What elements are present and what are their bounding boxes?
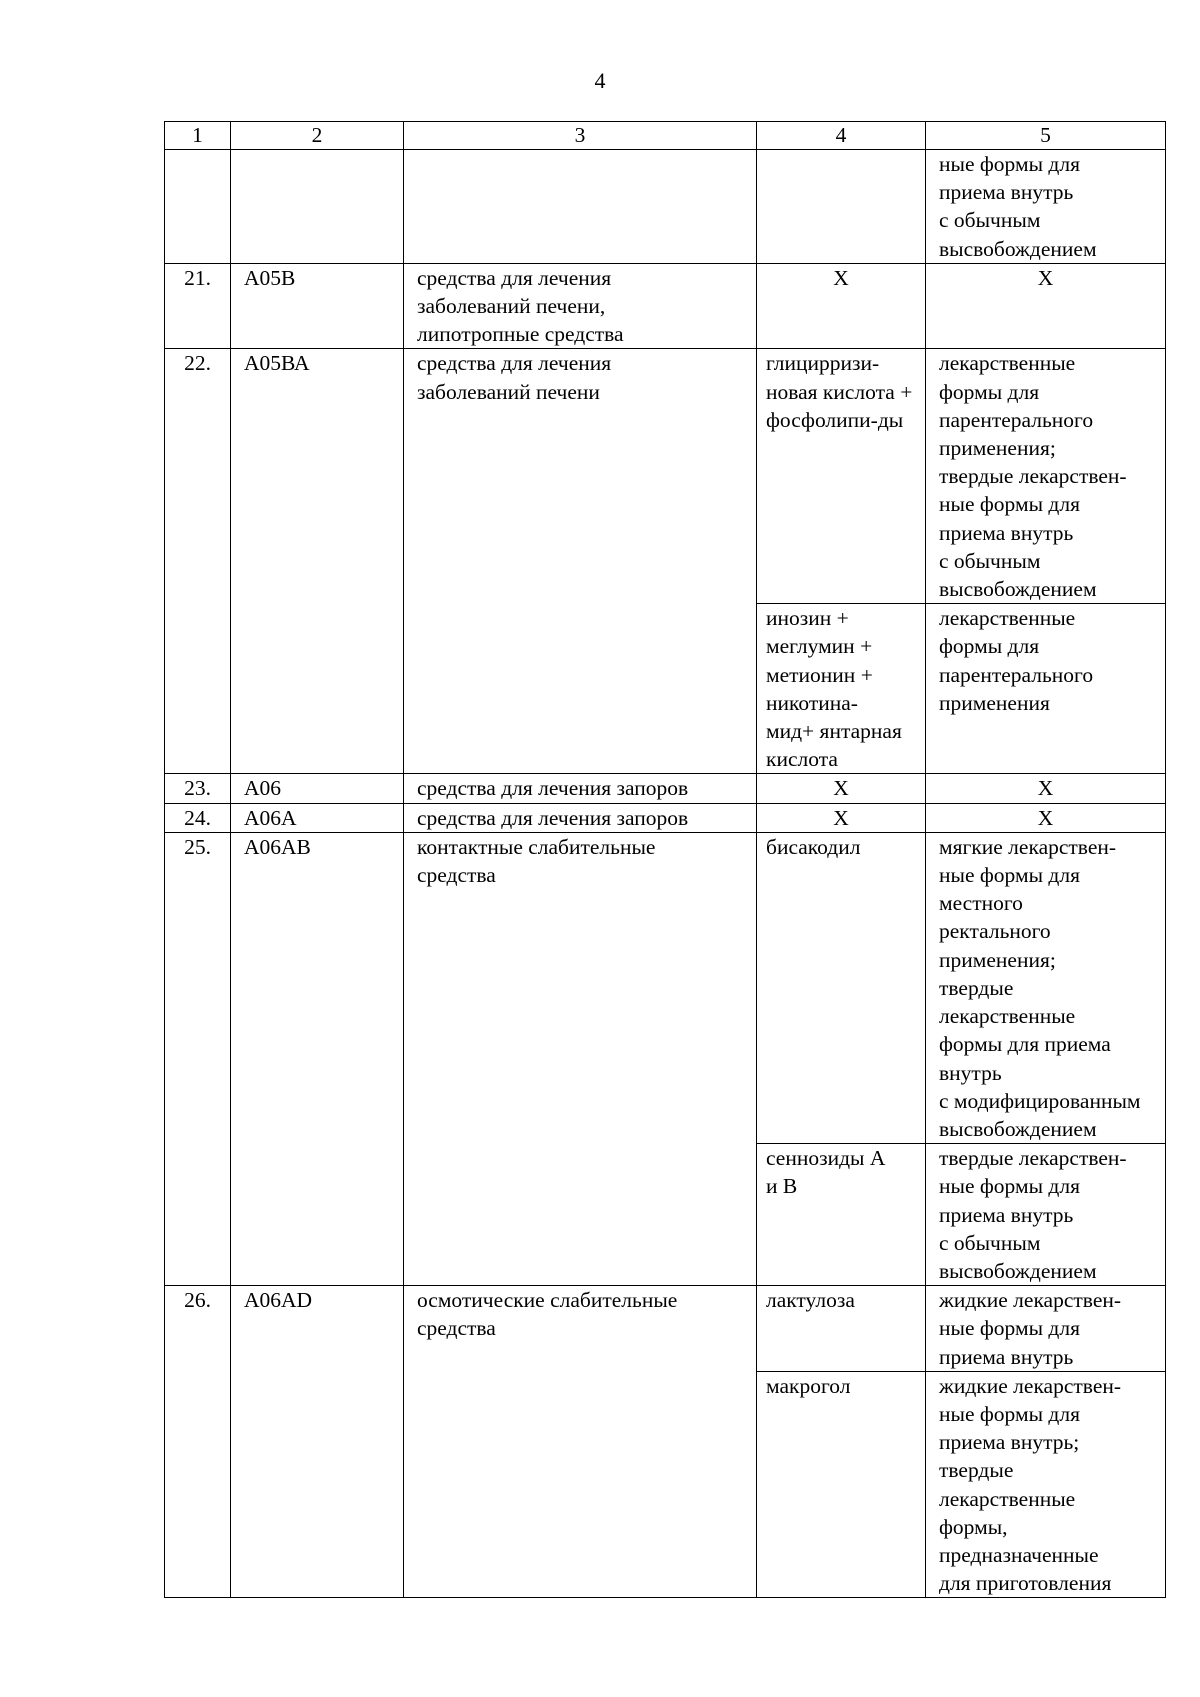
group-name-cell: [404, 150, 757, 264]
table-row-21: [165, 263, 1166, 349]
inn-cell: Х: [757, 803, 926, 832]
dosage-form-cell: Х: [926, 774, 1166, 803]
row-number-cell: 22.: [165, 349, 231, 774]
group-name-cell: средства для лечения заболеваний печени, липотропные средства: [404, 263, 757, 349]
inn-cell: инозин + меглумин + метионин + никотина- мид+ янтарная кислота: [757, 604, 926, 774]
dosage-form-cell: жидкие лекарствен- ные формы для приема внутрь: [926, 1286, 1166, 1372]
group-name-cell: осмотические слабительные средства: [404, 1286, 757, 1598]
atc-code-cell: [231, 150, 404, 264]
atc-code-cell: А06АD: [231, 1286, 404, 1598]
atc-code-cell: А05ВА: [231, 349, 404, 774]
inn-cell: макрогол: [757, 1371, 926, 1598]
column-header-2: 2: [231, 122, 404, 150]
dosage-form-cell: мягкие лекарствен- ные формы для местного ректального применения; твердые лекарственные формы для приема внутрь с модифицированным высвобождением: [926, 832, 1166, 1143]
inn-cell: бисакодил: [757, 832, 926, 1143]
column-header-4: 4: [757, 122, 926, 150]
row-number-cell: 24.: [165, 803, 231, 832]
row-number-cell: 23.: [165, 774, 231, 803]
dosage-form-cell: жидкие лекарствен- ные формы для приема внутрь; твердые лекарственные формы, предназначенные для приготовления: [926, 1371, 1166, 1598]
page-number: 4: [594, 68, 606, 93]
group-name-cell: средства для лечения заболеваний печени: [404, 349, 757, 774]
row-number-cell: 26.: [165, 1286, 231, 1598]
inn-cell: лактулоза: [757, 1286, 926, 1372]
inn-cell: [757, 150, 926, 264]
dosage-form-cell: ные формы для приема внутрь с обычным высвобождением: [926, 150, 1166, 264]
atc-code-cell: А06АВ: [231, 832, 404, 1285]
row-number-cell: 21.: [165, 263, 231, 349]
row-number-cell: 25.: [165, 832, 231, 1285]
inn-cell: Х: [757, 263, 926, 349]
group-name-cell: контактные слабительные средства: [404, 832, 757, 1285]
group-name-cell: средства для лечения запоров: [404, 774, 757, 803]
atc-code-cell: А06: [231, 774, 404, 803]
table-row-continued: [165, 150, 1166, 264]
column-header-3: 3: [404, 122, 757, 150]
table-header-row: [165, 122, 1166, 150]
group-name-cell: средства для лечения запоров: [404, 803, 757, 832]
dosage-form-cell: Х: [926, 803, 1166, 832]
dosage-form-cell: лекарственные формы для парентерального применения: [926, 604, 1166, 774]
atc-code-cell: А06А: [231, 803, 404, 832]
table-row-24: [165, 803, 1166, 832]
drug-list-table: [164, 121, 1166, 1598]
dosage-form-cell: Х: [926, 263, 1166, 349]
dosage-form-cell: твердые лекарствен- ные формы для приема внутрь с обычным высвобождением: [926, 1144, 1166, 1286]
table-row-23: [165, 774, 1166, 803]
inn-cell: сеннозиды А и В: [757, 1144, 926, 1286]
column-header-1: 1: [165, 122, 231, 150]
table-row-26: [165, 1286, 1166, 1372]
table-row-22: [165, 349, 1166, 604]
dosage-form-cell: лекарственные формы для парентерального применения; твердые лекарствен- ные формы для приема внутрь с обычным высвобождением: [926, 349, 1166, 604]
inn-cell: глицирризи- новая кислота + фосфолипи-ды: [757, 349, 926, 604]
table-row-25: [165, 832, 1166, 1143]
row-number-cell: [165, 150, 231, 264]
atc-code-cell: А05В: [231, 263, 404, 349]
inn-cell: Х: [757, 774, 926, 803]
column-header-5: 5: [926, 122, 1166, 150]
